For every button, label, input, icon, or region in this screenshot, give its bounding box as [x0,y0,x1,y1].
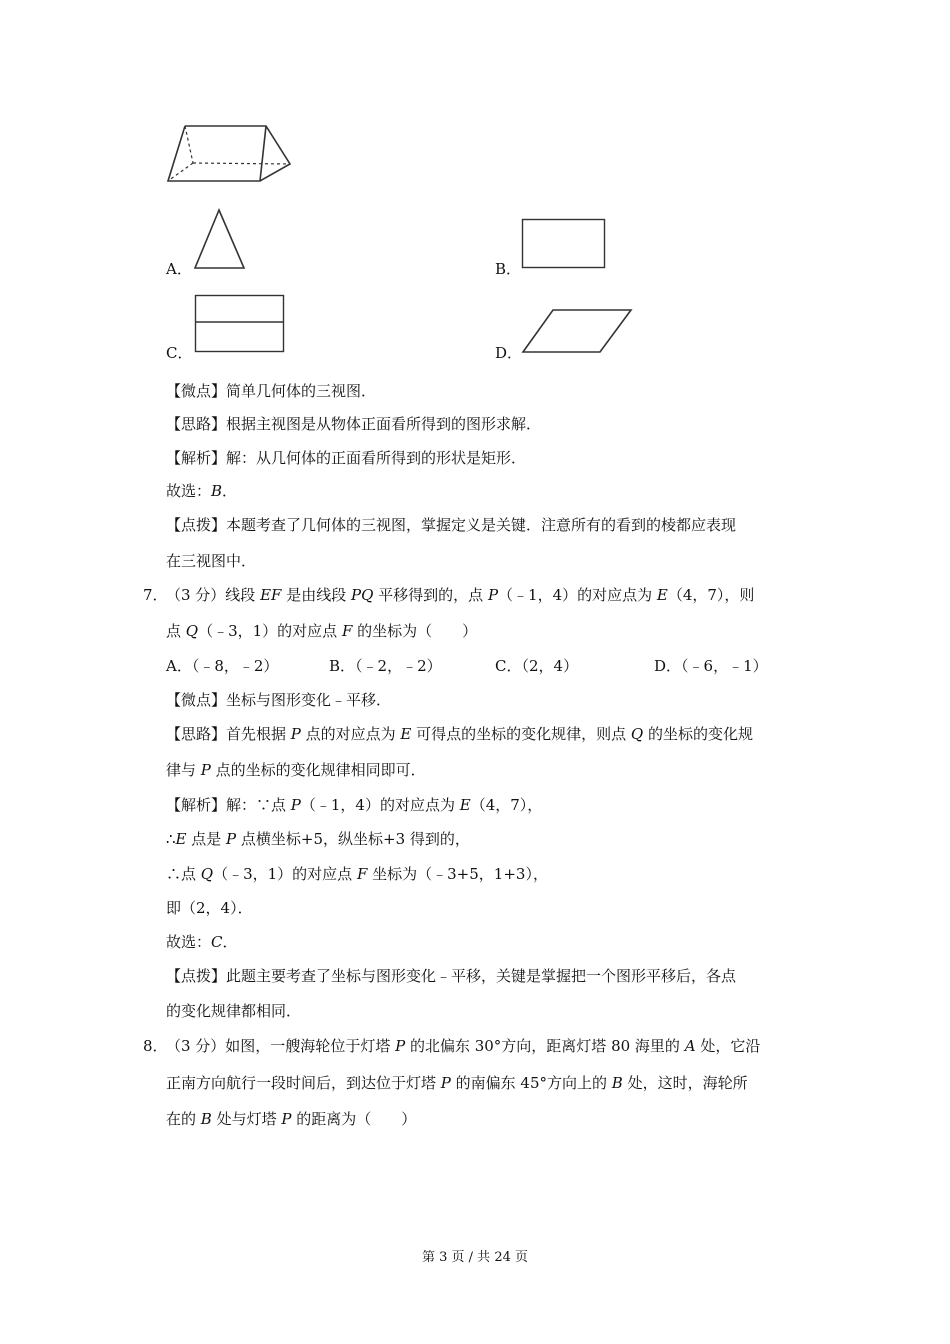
q7-option-a: A．（﹣8，﹣2） [166,657,279,675]
q8-stem-line-1: （3 分）如图，一艘海轮位于灯塔 P 的北偏东 30°方向，距离灯塔 80 海里的 A 处，它沿 [166,1037,761,1055]
q6-option-d-parallelogram [520,308,634,354]
q6-option-a-triangle [193,208,247,270]
q6-option-d-label: D． [495,344,523,362]
q6-weidian: 【微点】简单几何体的三视图． [166,382,377,400]
q6-dianbo-line-1: 【点拨】本题考查了几何体的三视图，掌握定义是关键．注意所有的看到的棱都应表现 [166,516,737,534]
q6-option-c-label: C． [166,344,193,362]
q7-option-c: C．（2，4） [495,657,579,675]
page-footer: 第 3 页 / 共 24 页 [421,1250,529,1265]
q6-option-b-rectangle [521,218,607,270]
q6-option-a-label: A． [166,260,192,278]
q6-answer: 故选：B． [166,482,238,500]
q7-stem-line-1: （3 分）线段 EF 是由线段 PQ 平移得到的，点 P（﹣1，4）的对应点为 E（4，7），则 [166,586,755,604]
q7-jiexi-line-2: ∴E 点是 P 点横坐标+5，纵坐标+3 得到的， [166,830,470,848]
q7-jiexi-line-1: 【解析】解：∵点 P（﹣1，4）的对应点为 E（4，7）， [166,796,543,814]
q6-silu: 【思路】根据主视图是从物体正面看所得到的图形求解． [166,415,542,433]
q7-dianbo-line-2: 的变化规律都相同． [166,1002,302,1020]
q7-stem-line-2: 点 Q（﹣3，1）的对应点 F 的坐标为（ ） [166,622,478,640]
q7-number: 7． [143,586,168,604]
triangular-prism-figure [160,118,300,188]
q6-option-c-split-rectangle [194,294,286,354]
q8-stem-line-3: 在的 B 处与灯塔 P 的距离为（ ） [166,1110,417,1128]
q6-dianbo-line-2: 在三视图中． [166,552,257,570]
q7-weidian: 【微点】坐标与图形变化﹣平移． [166,691,392,709]
q7-silu-line-2: 律与 P 点的坐标的变化规律相同即可． [166,761,426,779]
q6-jiexi: 【解析】解：从几何体的正面看所得到的形状是矩形． [166,449,527,467]
q7-silu-line-1: 【思路】首先根据 P 点的对应点为 E 可得点的坐标的变化规律，则点 Q 的坐标的变化规 [166,725,754,743]
q7-jiexi-line-4: 即（2，4）． [166,899,253,917]
q7-answer: 故选：C． [166,933,238,951]
q7-option-b: B．（﹣2，﹣2） [329,657,442,675]
q7-jiexi-line-3: ∴点 Q（﹣3，1）的对应点 F 坐标为（﹣3+5，1+3）， [166,865,548,883]
q8-number: 8． [143,1037,168,1055]
q7-dianbo-line-1: 【点拨】此题主要考查了坐标与图形变化﹣平移，关键是掌握把一个图形平移后，各点 [166,967,737,985]
q6-option-b-label: B． [495,260,522,278]
q8-stem-line-2: 正南方向航行一段时间后，到达位于灯塔 P 的南偏东 45°方向上的 B 处，这时，海轮所 [166,1074,748,1092]
q7-option-d: D．（﹣6，﹣1） [654,657,768,675]
